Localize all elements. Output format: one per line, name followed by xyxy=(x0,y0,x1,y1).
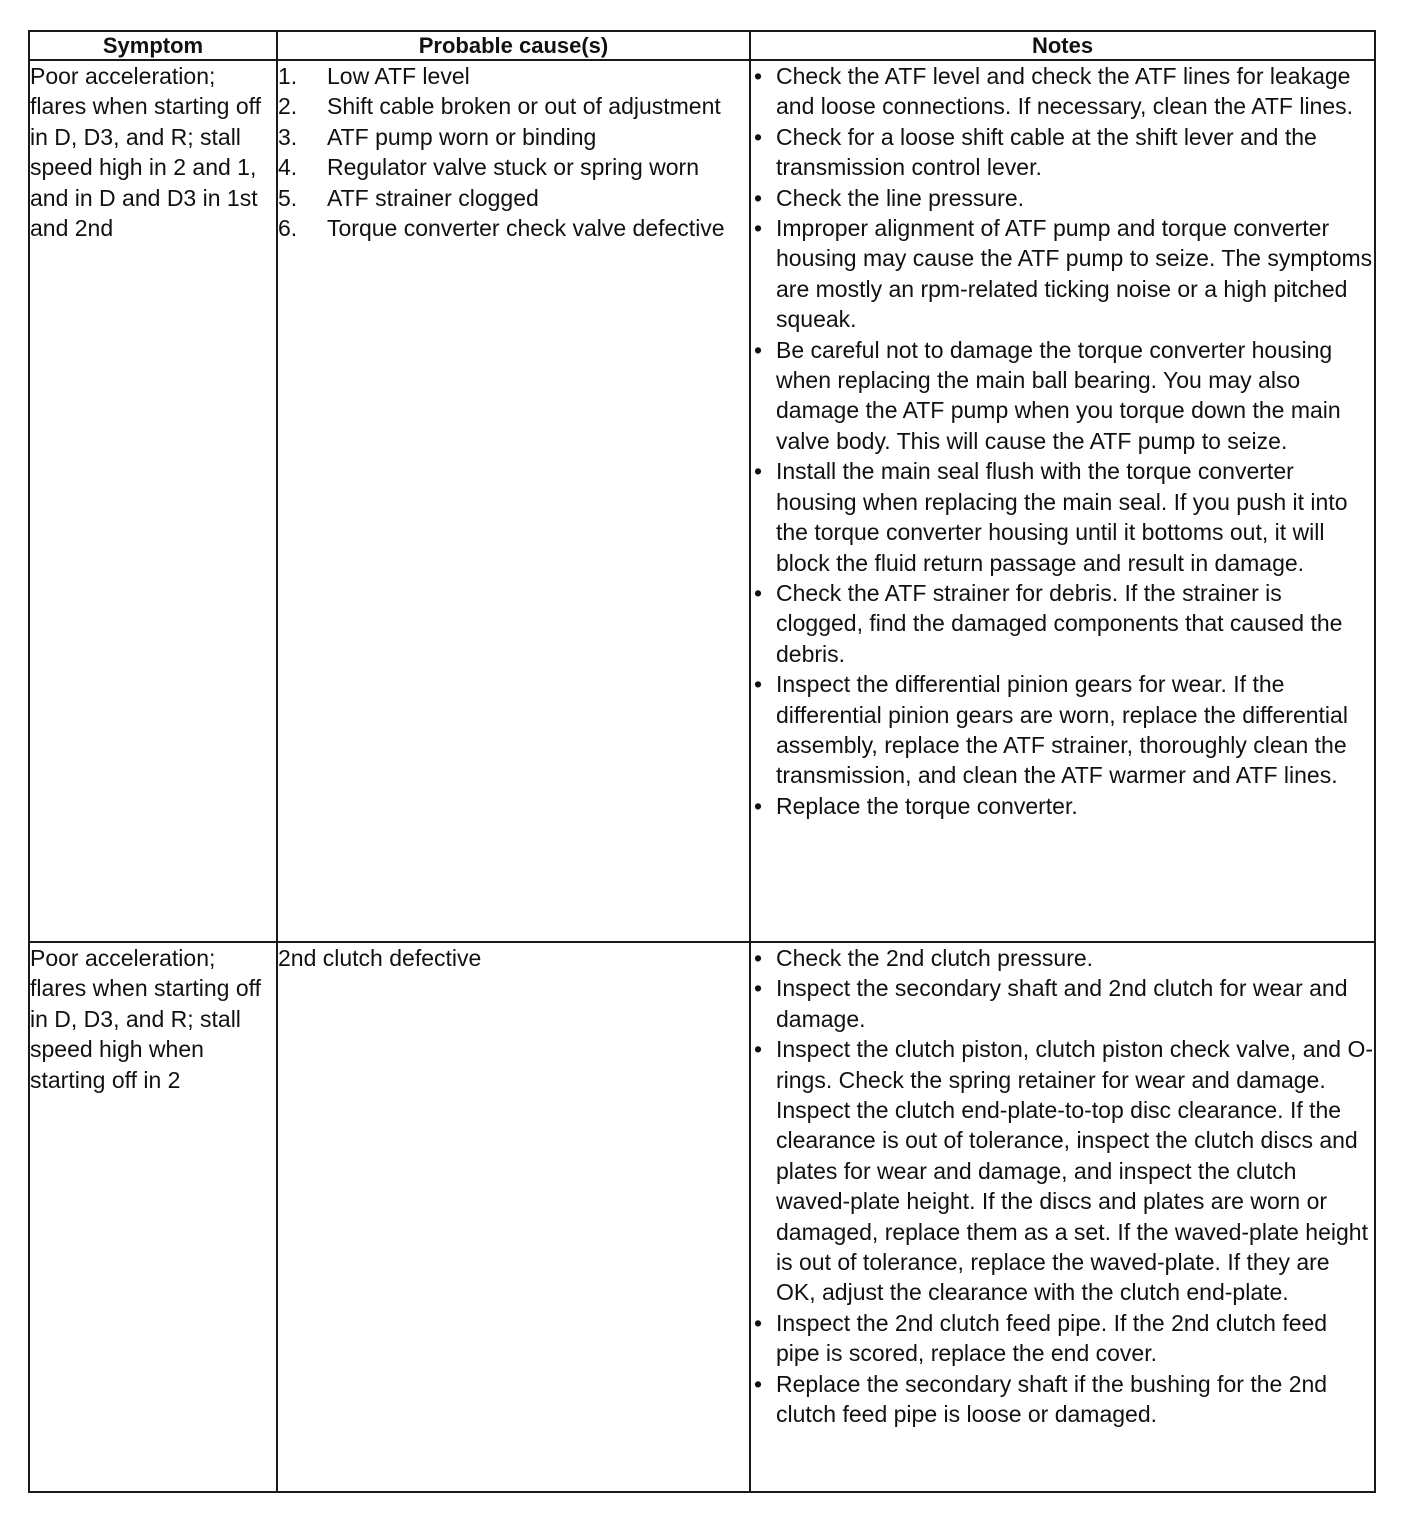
header-symptom: Symptom xyxy=(29,31,277,60)
cause-item xyxy=(278,91,749,121)
cause-text: ATF strainer clogged xyxy=(327,184,539,211)
table-row xyxy=(29,60,1375,942)
note-item: • Check the ATF level and check the ATF lines for leakage and loose connections. If necessary, clean the ATF lines. xyxy=(751,61,1374,122)
cause-item xyxy=(278,61,749,91)
causes-cell: 2nd clutch defective xyxy=(277,942,750,1492)
symptom-cell: Poor acceleration; flares when starting off in D, D3, and R; stall speed high when starting off in 2 xyxy=(29,942,277,1492)
causes-cell xyxy=(277,60,750,942)
cause-item xyxy=(278,122,749,152)
causes-list xyxy=(278,61,749,243)
note-item: • Inspect the differential pinion gears for wear. If the differential pinion gears are worn, replace the differential assembly, replace the ATF strainer, thoroughly clean the transmission, and clean the ATF warmer and ATF lines. xyxy=(751,669,1374,791)
note-item: • Improper alignment of ATF pump and torque converter housing may cause the ATF pump to seize. The symptoms are mostly an rpm-related ticking noise or a high pitched squeak. xyxy=(751,213,1374,335)
note-item: • Check the line pressure. xyxy=(751,183,1374,213)
cause-item xyxy=(278,183,749,213)
cause-number: 3. xyxy=(278,123,298,150)
note-item: • Check the 2nd clutch pressure. xyxy=(751,943,1374,973)
cause-item xyxy=(278,152,749,182)
cause-number: 6. xyxy=(278,215,298,242)
table-row xyxy=(29,942,1375,1492)
note-item: • Inspect the clutch piston, clutch piston check valve, and O-rings. Check the spring retainer for wear and damage. Inspect the clutch end-plate-to-top disc clearance. If the clearance is out of tolerance, inspect the clutch discs and plates for wear and damage, and inspect the clutch waved-plate height. If the discs and plates are worn or damaged, replace them as a set. If the waved-plate height is out of tolerance, replace the waved-plate. If they are OK, adjust the clearance with the clutch end-plate. xyxy=(751,1034,1374,1308)
cause-number: 2. xyxy=(278,93,298,120)
note-item: • Inspect the secondary shaft and 2nd clutch for wear and damage. xyxy=(751,973,1374,1034)
header-notes: Notes xyxy=(750,31,1375,60)
note-item: • Replace the secondary shaft if the bushing for the 2nd clutch feed pipe is loose or damaged. xyxy=(751,1369,1374,1430)
header-probable-causes: Probable cause(s) xyxy=(277,31,750,60)
note-item: • Check for a loose shift cable at the shift lever and the transmission control lever. xyxy=(751,122,1374,183)
cause-item xyxy=(278,213,749,243)
troubleshooting-table xyxy=(28,30,1376,1493)
note-item: • Be careful not to damage the torque converter housing when replacing the main ball bearing. You may also damage the ATF pump when you torque down the main valve body. This will cause the ATF pump to seize. xyxy=(751,335,1374,457)
note-item: • Check the ATF strainer for debris. If the strainer is clogged, find the damaged components that caused the debris. xyxy=(751,578,1374,669)
header-row xyxy=(29,31,1375,60)
symptom-cell: Poor acceleration; flares when starting off in D, D3, and R; stall speed high in 2 and 1, and in D and D3 in 1st and 2nd xyxy=(29,60,277,942)
notes-list xyxy=(751,61,1374,821)
notes-cell xyxy=(750,942,1375,1492)
cause-text: Regulator valve stuck or spring worn xyxy=(327,154,699,181)
cause-number: 5. xyxy=(278,184,298,211)
cause-text: ATF pump worn or binding xyxy=(327,123,597,150)
cause-text: Shift cable broken or out of adjustment xyxy=(327,93,721,120)
note-item: • Install the main seal flush with the torque converter housing when replacing the main seal. If you push it into the torque converter housing until it bottoms out, it will block the fluid return passage and result in damage. xyxy=(751,456,1374,578)
cause-number: 1. xyxy=(278,63,298,89)
cause-text: Torque converter check valve defective xyxy=(327,215,725,242)
cause-text: Low ATF level xyxy=(327,63,470,89)
note-item: • Inspect the 2nd clutch feed pipe. If the 2nd clutch feed pipe is scored, replace the end cover. xyxy=(751,1308,1374,1369)
cause-number: 4. xyxy=(278,154,298,181)
notes-list xyxy=(751,943,1374,1430)
notes-cell xyxy=(750,60,1375,942)
note-item: • Replace the torque converter. xyxy=(751,791,1374,821)
